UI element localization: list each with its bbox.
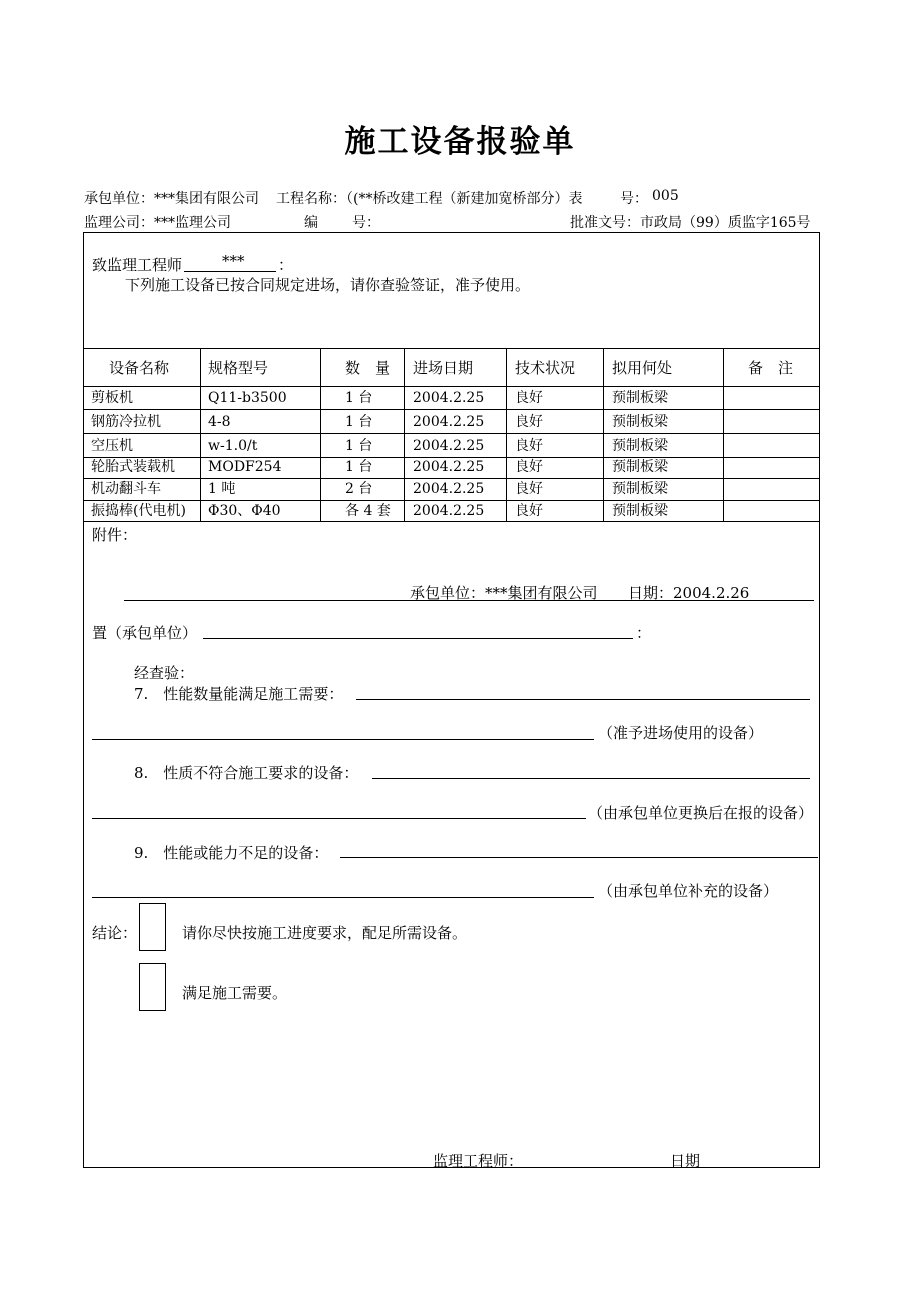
header-equipment-name: 设备名称 [109,359,170,377]
contractor-date: 日期：2004.2.26 [628,584,750,602]
header-spec-model: 规格型号 [208,359,269,377]
table-cell: w-1.0/t [208,438,258,454]
header-quantity: 数 量 [345,359,391,377]
table-top-border [84,348,820,349]
table-cell: 良好 [515,414,543,430]
item-8-label: 8. 性质不符合施工要求的设备： [134,764,359,782]
table-cell: 剪板机 [91,390,133,406]
table-cell: 2004.2.25 [413,481,485,497]
engineer-date-label: 日期 [670,1152,701,1170]
contractor-signature: 承包单位：***集团有限公司 [410,584,598,602]
table-cell: 预制板梁 [612,481,668,497]
table-cell: 1 台 [345,438,373,454]
inspection-label: 经查验： [134,664,195,682]
table-cell: 2004.2.25 [413,414,485,430]
conclusion-label: 结论： [92,924,138,942]
contractor-signature-line [124,600,814,601]
table-cell: 1 吨 [208,481,236,497]
placement-line [203,638,633,639]
to-engineer-label: 致监理工程师 [92,256,183,274]
table-cell: 预制板梁 [612,503,668,519]
table-cell: 4-8 [208,414,231,430]
item-9-note: （由承包单位补充的设备） [598,882,779,900]
supervisor-company: 监理公司：***监理公司 [84,215,231,231]
item-8-line [372,778,810,779]
item-9-line [340,857,818,858]
table-cell: 1 台 [345,390,373,406]
to-engineer-underline [184,271,276,272]
table-cell: 预制板梁 [612,414,668,430]
serial-label-b: 号： [352,215,380,231]
item-9-line-2 [92,897,594,898]
table-cell: 2004.2.25 [413,503,485,519]
conclusion-checkbox-2[interactable] [139,963,166,1011]
table-cell: 振捣棒(代电机) [91,503,186,519]
header-usage: 拟用何处 [612,359,673,377]
item-7-line-2 [92,739,594,740]
table-cell: 良好 [515,438,543,454]
intro-text: 下列施工设备已按合同规定进场，请你查验签证，准予使用。 [125,276,531,294]
item-7-note: （准予进场使用的设备） [598,724,764,742]
table-cell: MODF254 [208,459,282,475]
contractor-label: 承包单位：***集团有限公司 [84,191,259,207]
table-cell: 机动翻斗车 [91,481,161,497]
conclusion-checkbox-1[interactable] [139,903,166,951]
item-8-line-2 [92,818,586,819]
table-cell: 2 台 [345,481,373,497]
placement-colon: ： [636,624,652,642]
table-cell: 2004.2.25 [413,459,485,475]
table-cell: Φ30、Φ40 [208,503,281,519]
table-cell: 1 台 [345,459,373,475]
header-condition: 技术状况 [515,359,576,377]
item-7-label: 7. 性能数量能满足施工需要： [134,685,344,703]
item-7-line [356,699,810,700]
table-header-border [84,386,820,387]
column-divider [506,348,507,521]
page-title: 施工设备报验单 [344,124,576,160]
column-divider [320,348,321,521]
table-cell: 空压机 [91,438,133,454]
table-cell: 预制板梁 [612,390,668,406]
project-name: 工程名称：（(**桥改建工程（新建加宽桥部分）表 [276,191,583,207]
table-bottom-border [84,521,820,522]
header-entry-date: 进场日期 [413,359,474,377]
column-divider [404,348,405,521]
table-cell: 预制板梁 [612,459,668,475]
approval-number: 批准文号：市政局（99）质监字165号 [570,215,811,231]
table-cell: 良好 [515,503,543,519]
engineer-signature-label: 监理工程师： [433,1152,524,1170]
column-divider [200,348,201,521]
row-divider [84,433,820,434]
table-cell: 各 4 套 [345,503,391,519]
item-8-note: （由承包单位更换后在报的设备） [588,804,814,822]
table-cell: 良好 [515,481,543,497]
table-cell: 2004.2.25 [413,390,485,406]
table-cell: 钢筋冷拉机 [91,414,161,430]
table-no-label: 号： [620,191,648,207]
table-cell: 2004.2.25 [413,438,485,454]
table-cell: Q11-b3500 [208,390,287,406]
table-cell: 轮胎式装载机 [91,459,175,475]
to-engineer-name: *** [222,252,245,270]
table-cell: 良好 [515,459,543,475]
table-no: 005 [652,188,679,204]
attachment-label: 附件： [92,526,138,544]
conclusion-option-2: 满足施工需要。 [182,984,288,1002]
serial-label-a: 编 [304,215,318,231]
placement-label: 置（承包单位） [92,624,198,642]
table-cell: 良好 [515,390,543,406]
table-cell: 1 台 [345,414,373,430]
table-cell: 预制板梁 [612,438,668,454]
header-remarks: 备 注 [748,359,794,377]
item-9-label: 9. 性能或能力不足的设备： [134,844,329,862]
to-engineer-colon: ： [278,256,294,274]
row-divider [84,409,820,410]
conclusion-option-1: 请你尽快按施工进度要求，配足所需设备。 [182,924,468,942]
column-divider [723,348,724,521]
column-divider [603,348,604,521]
